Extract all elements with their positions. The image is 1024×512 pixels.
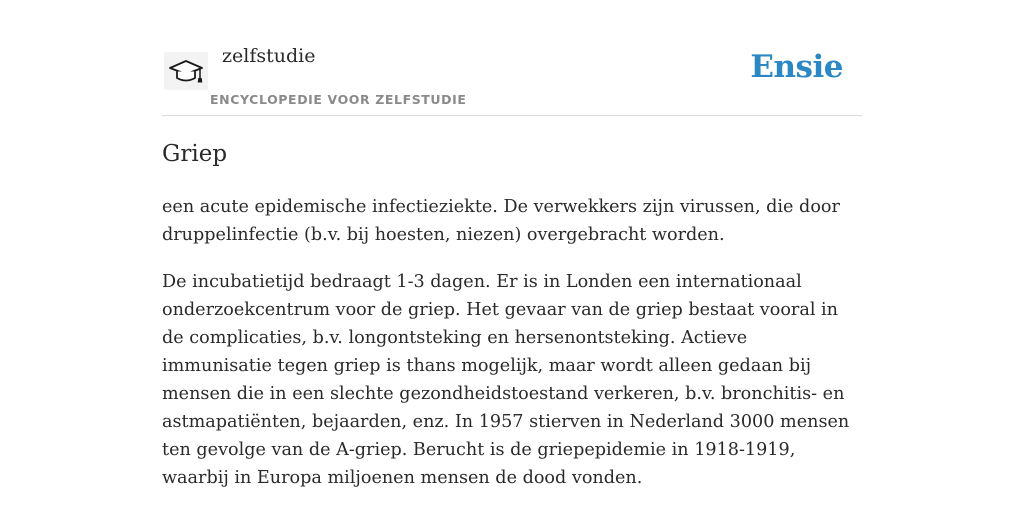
ensie-logo-link[interactable]: Ensie xyxy=(750,49,843,85)
graduation-cap-icon[interactable] xyxy=(164,52,208,90)
article xyxy=(162,138,862,492)
article-body xyxy=(162,193,862,492)
article-paragraph: een acute epidemische infectieziekte. De verwekkers zijn virussen, die door druppelinfectie (b.v. bij hoesten, niezen) overgebracht worden. xyxy=(162,197,840,245)
article-paragraph: De incubatietijd bedraagt 1-3 dagen. Er is in Londen een internationaal onderzoekcentrum voor de griep. Het gevaar van de griep bestaat vooral in de complicaties, b.v. longontsteking en hersenontsteking. Actieve immunisatie tegen griep is thans mogelijk, maar wordt alleen gedaan bij mensen die in een slechte gezondheidstoestand verkeren, b.v. bronchitis- en astmapatiënten, bejaarden, enz. In 1957 stierven in Nederland 3000 mensen ten gevolge van de A-griep. Berucht is de griepepidemie in 1918-1919, waarbij in Europa miljoenen mensen de dood vonden. xyxy=(162,272,850,488)
site-header xyxy=(162,36,862,116)
site-name-link[interactable]: zelfstudie xyxy=(222,45,316,67)
site-subtitle: ENCYCLOPEDIE VOOR ZELFSTUDIE xyxy=(210,92,467,107)
article-title: Griep xyxy=(162,141,228,167)
